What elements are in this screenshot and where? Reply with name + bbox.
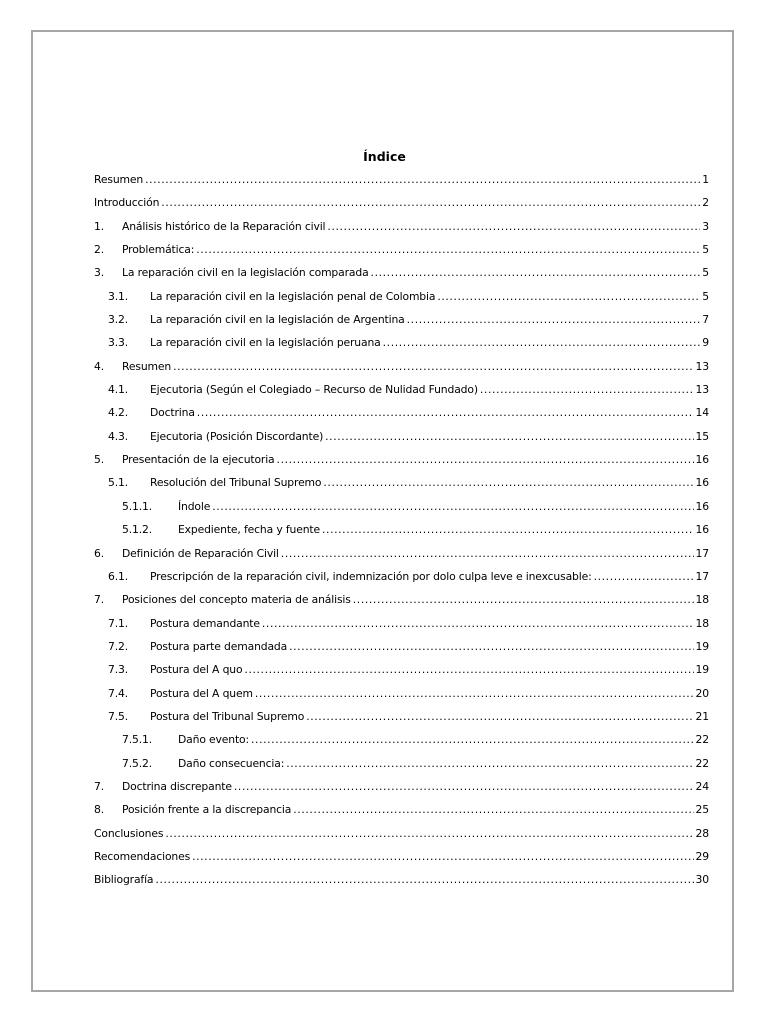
toc-entry-number: 6.1. [108, 569, 129, 583]
toc-entry-label: Recomendaciones [94, 849, 191, 863]
toc-entry-number: 4.2. [108, 406, 129, 420]
toc-entry-label: Índole [178, 499, 211, 513]
dot-leader [286, 757, 693, 770]
toc-entry-page-number: 2 [702, 196, 709, 210]
dot-leader [322, 523, 694, 536]
dot-leader [480, 383, 694, 396]
toc-entry-page-number: 20 [695, 686, 709, 700]
dot-leader [244, 663, 693, 676]
toc-entry-number: 7.1. [108, 616, 129, 630]
toc-entry-number: 5.1.2. [122, 523, 153, 537]
toc-entry-label: Doctrina [150, 406, 195, 420]
toc-entry[interactable] [94, 663, 709, 686]
toc-entry-number: 2. [94, 243, 105, 257]
toc-entry-page-number: 28 [695, 826, 709, 840]
dot-leader [323, 476, 693, 489]
dot-leader [212, 500, 693, 513]
dot-leader [155, 873, 693, 886]
toc-entry-number: 5. [94, 453, 105, 467]
toc-entry-label: Posiciones del concepto materia de análisis [122, 593, 351, 607]
dot-leader [251, 733, 694, 746]
toc-entry-label: Posición frente a la discrepancia [122, 803, 292, 817]
toc-entry-page-number: 7 [702, 313, 709, 327]
toc-entry[interactable] [94, 196, 709, 219]
toc-entry-page-number: 29 [695, 849, 709, 863]
toc-entry-number: 7.5. [108, 709, 129, 723]
dot-leader [262, 617, 694, 630]
dot-leader [165, 827, 693, 840]
toc-entry-page-number: 15 [695, 429, 709, 443]
toc-entry-page-number: 9 [702, 336, 709, 350]
toc-entry-page-number: 24 [695, 779, 709, 793]
dot-leader [192, 850, 693, 863]
toc-entry[interactable] [94, 220, 709, 243]
toc-entry-label: Doctrina discrepante [122, 779, 232, 793]
toc-entry[interactable] [94, 290, 709, 313]
dot-leader [161, 196, 700, 209]
toc-entry[interactable] [94, 266, 709, 289]
toc-entry-page-number: 17 [695, 546, 709, 560]
toc-entry-label: Resumen [122, 359, 172, 373]
toc-entry-page-number: 19 [695, 663, 709, 677]
toc-entry-number: 7.5.1. [122, 733, 153, 747]
toc-entry-page-number: 18 [695, 616, 709, 630]
toc-entry-label: La reparación civil en la legislación de Argentina [150, 313, 405, 327]
toc-entry-label: Postura del Tribunal Supremo [150, 709, 305, 723]
toc-entry-number: 4. [94, 359, 105, 373]
dot-leader [407, 313, 701, 326]
toc-entry-number: 3. [94, 266, 105, 280]
toc-entry[interactable] [94, 523, 709, 546]
toc-entry-label: Postura del A quo [150, 663, 243, 677]
toc-entry-label: La reparación civil en la legislación comparada [122, 266, 369, 280]
toc-entry[interactable] [94, 453, 709, 476]
toc-entry-number: 1. [94, 219, 105, 233]
toc-entry-label: Ejecutoria (Posición Discordante) [150, 429, 324, 443]
toc-entry-page-number: 19 [695, 639, 709, 653]
toc-entry-page-number: 25 [695, 803, 709, 817]
toc-entry-page-number: 3 [702, 219, 709, 233]
toc-entry[interactable] [94, 476, 709, 499]
toc-entry-number: 7.4. [108, 686, 129, 700]
dot-leader [327, 220, 700, 233]
toc-entry-number: 6. [94, 546, 105, 560]
toc-entry-label: Resolución del Tribunal Supremo [150, 476, 322, 490]
toc-entry-number: 7.3. [108, 663, 129, 677]
dot-leader [383, 336, 701, 349]
dot-leader [293, 803, 693, 816]
toc-entry-number: 5.1. [108, 476, 129, 490]
toc-entry[interactable] [94, 430, 709, 453]
toc-entry-number: 7. [94, 593, 105, 607]
toc-entry-page-number: 22 [695, 733, 709, 747]
toc-entry[interactable] [94, 640, 709, 663]
toc-entry-label: Ejecutoria (Según el Colegiado – Recurso de Nulidad Fundado) [150, 383, 478, 397]
toc-entry[interactable] [94, 687, 709, 710]
toc-entry[interactable] [94, 360, 709, 383]
dot-leader [277, 453, 694, 466]
toc-entry[interactable] [94, 336, 709, 359]
dot-leader [306, 710, 693, 723]
page-title: Índice [363, 149, 406, 164]
toc-entry-label: Conclusiones [94, 826, 164, 840]
toc-entry-page-number: 16 [695, 499, 709, 513]
toc-entry-page-number: 1 [702, 173, 709, 186]
dot-leader [325, 430, 693, 443]
toc-entry-number: 3.1. [108, 289, 129, 303]
toc-entry-number: 3.2. [108, 313, 129, 327]
toc-entry-page-number: 14 [695, 406, 709, 420]
toc-entry[interactable] [94, 500, 709, 523]
toc-entry-label: Postura del A quem [150, 686, 253, 700]
toc-entry[interactable] [94, 850, 709, 873]
toc-entry-label: Resumen [94, 173, 144, 186]
document-page [31, 30, 734, 992]
toc-entry-page-number: 16 [695, 523, 709, 537]
toc-entry-page-number: 21 [695, 709, 709, 723]
toc-entry-label: Postura parte demandada [150, 639, 288, 653]
toc-entry[interactable] [94, 570, 709, 593]
toc-entry[interactable] [94, 593, 709, 616]
toc-entry-number: 7.5.2. [122, 756, 153, 770]
toc-entry-number: 5.1.1. [122, 499, 153, 513]
toc-entry-number: 3.3. [108, 336, 129, 350]
dot-leader [255, 687, 694, 700]
toc-entry[interactable] [94, 547, 709, 570]
toc-entry-page-number: 5 [702, 266, 709, 280]
toc-entry-page-number: 18 [695, 593, 709, 607]
dot-leader [289, 640, 693, 653]
toc-entry-label: La reparación civil en la legislación penal de Colombia [150, 289, 436, 303]
toc-entry[interactable] [94, 757, 709, 780]
toc-entry[interactable] [94, 733, 709, 756]
toc-entry[interactable] [94, 780, 709, 803]
toc-entry-page-number: 30 [695, 873, 709, 887]
toc-entry-label: Daño evento: [178, 733, 250, 747]
dot-leader [196, 243, 700, 256]
dot-leader [281, 547, 694, 560]
toc-entry-page-number: 16 [695, 476, 709, 490]
toc-entry-number: 7.2. [108, 639, 129, 653]
toc-entry[interactable] [94, 803, 709, 826]
toc-entry[interactable] [94, 873, 709, 896]
toc-entry-label: Definición de Reparación Civil [122, 546, 279, 560]
toc-entry[interactable] [94, 313, 709, 336]
toc-entry-page-number: 13 [695, 383, 709, 397]
dot-leader [173, 360, 693, 373]
toc-entry-label: Análisis histórico de la Reparación civil [122, 219, 326, 233]
dot-leader [437, 290, 700, 303]
toc-entry[interactable] [94, 383, 709, 406]
toc-entry[interactable] [94, 710, 709, 733]
toc-entry-number: 4.3. [108, 429, 129, 443]
toc-entry-label: Bibliografía [94, 873, 154, 887]
toc-entry-label: Problemática: [122, 243, 195, 257]
dot-leader [594, 570, 694, 583]
toc-entry-page-number: 5 [702, 289, 709, 303]
dot-leader [197, 406, 694, 419]
toc-entry-label: Prescripción de la reparación civil, indemnización por dolo culpa leve e inexcusable: [150, 569, 592, 583]
toc-entry-label: Introducción [94, 196, 160, 210]
dot-leader [371, 266, 701, 279]
dot-leader [353, 593, 694, 606]
toc-entry-number: 8. [94, 803, 105, 817]
toc-entry[interactable] [94, 173, 709, 196]
toc-entry-label: Postura demandante [150, 616, 260, 630]
dot-leader [234, 780, 694, 793]
toc-entry-number: 4.1. [108, 383, 129, 397]
toc-entry[interactable] [94, 406, 709, 429]
toc-entry-page-number: 22 [695, 756, 709, 770]
toc-entry-label: Expediente, fecha y fuente [178, 523, 320, 537]
toc-entry-page-number: 16 [695, 453, 709, 467]
toc-entry-label: Presentación de la ejecutoria [122, 453, 275, 467]
toc-entry-page-number: 13 [695, 359, 709, 373]
dot-leader [145, 173, 700, 186]
toc-entry[interactable] [94, 827, 709, 850]
toc-entry[interactable] [94, 243, 709, 266]
table-of-contents [94, 173, 709, 897]
toc-entry-label: La reparación civil en la legislación peruana [150, 336, 381, 350]
toc-entry-number: 7. [94, 779, 105, 793]
toc-entry[interactable] [94, 617, 709, 640]
toc-entry-page-number: 17 [695, 569, 709, 583]
toc-entry-label: Daño consecuencia: [178, 756, 285, 770]
toc-entry-page-number: 5 [702, 243, 709, 257]
